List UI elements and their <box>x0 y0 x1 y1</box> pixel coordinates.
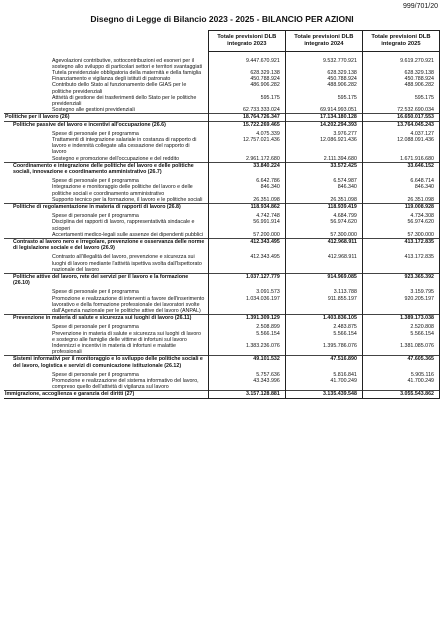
value-2023: 1.034.036.197 <box>208 296 285 315</box>
column-header-2025: Totale previsioni DLB integrato 2025 <box>362 31 439 52</box>
value-2023: 43.343.996 <box>208 378 285 391</box>
value-2023: 412.343.495 <box>208 238 285 251</box>
row-label: Trattamenti di integrazione salariale in costanza di rapporto di lavoro e indennità collegate alla cessazione del rapporto di lavoro <box>4 137 208 156</box>
row-label: Contrasto al lavoro nero e irregolare, prevenzione e osservanza delle norme di legislazione sociale e del lavoro (26.9) <box>4 238 208 251</box>
value-2024: 628.329.138 <box>285 70 362 76</box>
value-2025: 3.159.795 <box>362 286 439 295</box>
row-label: Politiche attive del lavoro, rete dei servizi per il lavoro e la formazione (26.10) <box>4 274 208 287</box>
program-row <box>4 315 440 322</box>
value-2025: 41.700.249 <box>362 378 439 391</box>
value-2024: 17.134.180.128 <box>285 114 362 121</box>
action-row <box>4 137 440 156</box>
value-2023: 486.906.282 <box>208 82 285 94</box>
program-row <box>4 121 440 128</box>
row-label: Prevenzione in materia di salute e sicurezza sui luoghi di lavoro e sostegno alle famiglie delle vittime di infortuni sul lavoro <box>4 331 208 343</box>
value-2024: 6.574.987 <box>285 175 362 184</box>
action-row <box>4 286 440 295</box>
value-2024: 33.572.425 <box>285 162 362 175</box>
value-2024: 3.113.788 <box>285 286 362 295</box>
value-2024: 69.914.993.051 <box>285 107 362 114</box>
budget-table <box>4 30 440 399</box>
value-2023: 12.757.021.436 <box>208 137 285 156</box>
value-2024: 14.202.294.393 <box>285 121 362 128</box>
value-2024: 9.532.770.921 <box>285 52 362 70</box>
row-label: Agevolazioni contributive, sottocontribuzioni ed esoneri per il sostegno allo sviluppo di particolari settori e territori svantaggiati <box>4 52 208 70</box>
action-row <box>4 369 440 378</box>
value-2024: 2.111.394.680 <box>285 156 362 163</box>
value-2024: 450.788.924 <box>285 76 362 82</box>
value-2024: 26.351.098 <box>285 197 362 204</box>
value-2024: 2.483.875 <box>285 321 362 330</box>
row-label: Disciplina dei rapporti di lavoro, rappresentatività sindacale e scioperi <box>4 219 208 231</box>
action-row <box>4 52 440 70</box>
value-2025: 16.650.017.553 <box>362 114 439 121</box>
value-2024: 412.968.911 <box>285 251 362 273</box>
value-2024: 1.395.786.076 <box>285 343 362 356</box>
program-row <box>4 238 440 251</box>
value-2025: 920.205.197 <box>362 296 439 315</box>
value-2024: 12.086.921.436 <box>285 137 362 156</box>
action-row <box>4 82 440 94</box>
value-2025: 13.764.045.243 <box>362 121 439 128</box>
row-label: Contributo dello Stato al funzionamento delle GIAS per le politiche previdenziali <box>4 82 208 94</box>
value-2023: 5.757.636 <box>208 369 285 378</box>
row-label: Finanziamento e vigilanza degli istituti di patronato <box>4 76 208 82</box>
value-2024: 4.684.799 <box>285 210 362 219</box>
row-label: Coordinamento e integrazione delle politiche del lavoro e delle politiche sociali, innovazione e coordinamento amministrativo (26.7) <box>4 162 208 175</box>
value-2025: 5.905.116 <box>362 369 439 378</box>
value-2024: 47.516.890 <box>285 356 362 369</box>
value-2023: 628.329.138 <box>208 70 285 76</box>
value-2023: 5.566.154 <box>208 331 285 343</box>
value-2023: 18.764.726.347 <box>208 114 285 121</box>
row-label: Attività di gestione dei trasferimenti dello Stato per le politiche previdenziali <box>4 95 208 107</box>
value-2024: 118.939.419 <box>285 203 362 210</box>
value-2023: 6.642.786 <box>208 175 285 184</box>
row-label: Tutela previdenziale obbligatoria della maternità e della famiglia <box>4 70 208 76</box>
value-2023: 3.091.573 <box>208 286 285 295</box>
value-2025: 57.300.000 <box>362 232 439 239</box>
value-2024: 911.855.197 <box>285 296 362 315</box>
value-2023: 62.733.333.024 <box>208 107 285 114</box>
value-2023: 846.340 <box>208 184 285 196</box>
action-row <box>4 331 440 343</box>
row-label: Sistemi informativi per il monitoraggio e lo sviluppo delle politiche sociali e del lavoro, logistica e servizi di comunicazione istituzionale (26.12) <box>4 356 208 369</box>
action-row <box>4 219 440 231</box>
action-row <box>4 321 440 330</box>
value-2024: 412.968.911 <box>285 238 362 251</box>
value-2025: 595.175 <box>362 95 439 107</box>
value-2023: 2.961.172.680 <box>208 156 285 163</box>
mission-row <box>4 391 440 398</box>
value-2025: 1.389.173.038 <box>362 315 439 322</box>
value-2024: 57.300.000 <box>285 232 362 239</box>
value-2023: 1.037.127.779 <box>208 274 285 287</box>
row-label: Promozione e realizzazione di interventi a favore dell'inserimento lavorativo e della formazione professionale dei lavoratori svolte dall'Agenzia nazionale per le politiche attive del lavoro (ANPAL) <box>4 296 208 315</box>
row-label: Spese di personale per il programma <box>4 210 208 219</box>
value-2025: 9.619.270.921 <box>362 52 439 70</box>
value-2024: 846.340 <box>285 184 362 196</box>
value-2023: 1.383.236.076 <box>208 343 285 356</box>
value-2023: 450.788.924 <box>208 76 285 82</box>
value-2023: 15.722.269.465 <box>208 121 285 128</box>
row-label: Indennizzi e incentivi in materia di infortuni e malattie professionali <box>4 343 208 356</box>
row-label: Accertamenti medico-legali sulle assenze dei dipendenti pubblici <box>4 232 208 239</box>
program-row <box>4 274 440 287</box>
action-row <box>4 95 440 107</box>
action-row <box>4 232 440 239</box>
value-2024: 595.175 <box>285 95 362 107</box>
value-2023: 3.157.128.881 <box>208 391 285 398</box>
value-2025: 72.532.690.034 <box>362 107 439 114</box>
value-2025: 1.671.916.680 <box>362 156 439 163</box>
row-label: Spese di personale per il programma <box>4 286 208 295</box>
value-2024: 3.976.277 <box>285 128 362 137</box>
program-row <box>4 356 440 369</box>
value-2025: 12.088.091.436 <box>362 137 439 156</box>
row-label: Sostegno e promozione dell'occupazione e del reddito <box>4 156 208 163</box>
row-label: Spese di personale per il programma <box>4 369 208 378</box>
row-label: Spese di personale per il programma <box>4 128 208 137</box>
action-row <box>4 156 440 163</box>
row-label: Politiche passive del lavoro e incentivi all'occupazione (26.6) <box>4 121 208 128</box>
value-2024: 1.403.836.105 <box>285 315 362 322</box>
value-2024: 3.135.439.548 <box>285 391 362 398</box>
value-2025: 628.329.138 <box>362 70 439 76</box>
header-row <box>4 31 440 52</box>
action-row <box>4 378 440 391</box>
row-label: Sostegno alle gestioni previdenziali <box>4 107 208 114</box>
value-2025: 450.788.924 <box>362 76 439 82</box>
value-2023: 57.200.000 <box>208 232 285 239</box>
value-2025: 47.605.365 <box>362 356 439 369</box>
value-2025: 488.906.282 <box>362 82 439 94</box>
row-label: Spese di personale per il programma <box>4 175 208 184</box>
value-2023: 4.742.748 <box>208 210 285 219</box>
row-label: Integrazione e monitoraggio delle politiche del lavoro e delle politiche sociali e coordinamento amministrativo <box>4 184 208 196</box>
value-2025: 5.566.154 <box>362 331 439 343</box>
value-2023: 1.391.309.129 <box>208 315 285 322</box>
value-2025: 413.172.835 <box>362 238 439 251</box>
row-label: Supporto tecnico per la formazione, il lavoro e le politiche sociali <box>4 197 208 204</box>
value-2023: 118.934.862 <box>208 203 285 210</box>
value-2025: 3.055.543.862 <box>362 391 439 398</box>
row-label: Politiche per il lavoro (26) <box>4 114 208 121</box>
value-2023: 412.343.495 <box>208 251 285 273</box>
value-2025: 846.340 <box>362 184 439 196</box>
value-2024: 5.816.841 <box>285 369 362 378</box>
value-2023: 26.351.098 <box>208 197 285 204</box>
value-2025: 1.381.085.076 <box>362 343 439 356</box>
value-2023: 33.840.224 <box>208 162 285 175</box>
table-body <box>4 52 440 399</box>
value-2024: 5.566.154 <box>285 331 362 343</box>
document-title: Disegno di Legge di Bilancio 2023 - 2025 - BILANCIO PER AZIONI <box>90 14 354 24</box>
value-2023: 2.508.899 <box>208 321 285 330</box>
row-label: Promozione e realizzazione del sistema informativo del lavoro, compreso quello dell'attività di vigilanza sul lavoro <box>4 378 208 391</box>
action-row <box>4 251 440 273</box>
value-2023: 4.075.339 <box>208 128 285 137</box>
action-row <box>4 296 440 315</box>
action-row <box>4 175 440 184</box>
row-label: Immigrazione, accoglienza e garanzia dei diritti (27) <box>4 391 208 398</box>
value-2024: 41.700.249 <box>285 378 362 391</box>
value-2025: 33.646.152 <box>362 162 439 175</box>
program-row <box>4 162 440 175</box>
value-2023: 56.991.914 <box>208 219 285 231</box>
row-label: Politiche di regolamentazione in materia di rapporti di lavoro (26.8) <box>4 203 208 210</box>
value-2025: 6.648.714 <box>362 175 439 184</box>
action-row <box>4 343 440 356</box>
row-label: Contrasto all'illegalità del lavoro, prevenzione e sicurezza sui luoghi di lavoro mediante l'attività ispettiva svolta dall'Ispettorato nazionale del lavoro <box>4 251 208 273</box>
value-2025: 119.008.928 <box>362 203 439 210</box>
value-2023: 595.175 <box>208 95 285 107</box>
mission-row <box>4 114 440 121</box>
value-2025: 4.734.308 <box>362 210 439 219</box>
action-row <box>4 107 440 114</box>
action-row <box>4 128 440 137</box>
value-2025: 56.974.620 <box>362 219 439 231</box>
value-2025: 413.172.835 <box>362 251 439 273</box>
row-label: Spese di personale per il programma <box>4 321 208 330</box>
action-row <box>4 197 440 204</box>
value-2024: 488.906.282 <box>285 82 362 94</box>
header-blank-cell <box>4 31 208 52</box>
value-2025: 4.037.127 <box>362 128 439 137</box>
page-code: 999/701/20 <box>402 3 438 10</box>
action-row <box>4 210 440 219</box>
program-row <box>4 203 440 210</box>
value-2025: 26.351.098 <box>362 197 439 204</box>
action-row <box>4 184 440 196</box>
column-header-2023: Totale previsioni DLB integrato 2023 <box>208 31 285 52</box>
value-2023: 9.447.670.921 <box>208 52 285 70</box>
row-label: Prevenzione in materia di salute e sicurezza sui luoghi di lavoro (26.11) <box>4 315 208 322</box>
value-2024: 56.974.620 <box>285 219 362 231</box>
value-2025: 2.520.808 <box>362 321 439 330</box>
column-header-2024: Totale previsioni DLB integrato 2024 <box>285 31 362 52</box>
value-2023: 49.101.532 <box>208 356 285 369</box>
value-2025: 923.365.392 <box>362 274 439 287</box>
value-2024: 914.969.085 <box>285 274 362 287</box>
